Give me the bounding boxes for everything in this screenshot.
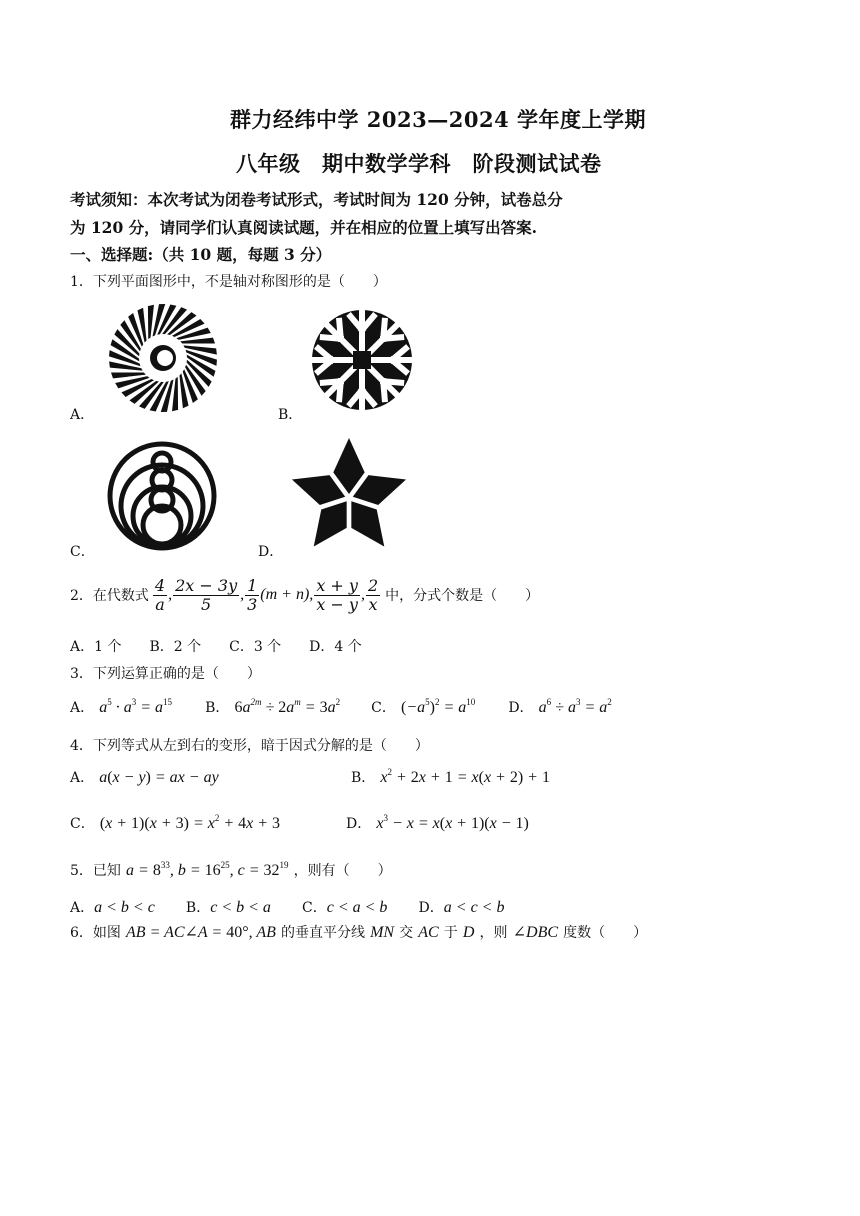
figure-c-nested-circles [104, 440, 220, 552]
exam-title: 八年级 期中数学学科 阶段测试试卷 [236, 151, 602, 176]
star-rhombus [351, 501, 384, 546]
question-5-suffix: ，则有（ ） [293, 863, 392, 879]
q4-option-d-expr: $x^3 - x = x(x + 1)(x - 1)$ [376, 813, 529, 832]
star-rhombus [333, 438, 364, 494]
fraction-2 [173, 577, 239, 614]
section-title: 一、选择题:（共 10 题，每题 3 分） [70, 245, 332, 264]
question-6-given: AB = AC∠A = 40°, AB [126, 924, 276, 941]
q4-label-c: C． [70, 816, 95, 832]
figure-d-rhombus-star [286, 436, 412, 554]
q1-label-c: C． [70, 544, 95, 560]
q4-option-c [70, 813, 280, 833]
q3-label-a: A． [70, 700, 95, 716]
q3-option-b-expr: $6a^{2m} \div 2a^m = 3a^2$ [234, 697, 341, 716]
q5-label-b: B． [185, 900, 211, 916]
point-d: D [462, 924, 475, 941]
q4-option-d [346, 813, 529, 833]
q1-label-d: D． [258, 544, 284, 560]
q4-option-b [351, 767, 550, 787]
q1-label-b: B． [278, 407, 303, 423]
asterisk-branch [383, 381, 385, 399]
figure-b-asterisk [306, 306, 418, 414]
question-6-mid1: 的垂直平分线 [280, 925, 365, 941]
fraction-5 [366, 577, 380, 614]
question-2-options: A．1 个 B．2 个 C．3 个 D．4 个 [70, 639, 362, 655]
q4-option-c-expr: $(x + 1)(x + 3) = x^2 + 4x + 3$ [99, 813, 281, 832]
fraction-4 [314, 577, 360, 614]
question-5-stem [70, 860, 392, 880]
star-rhombus [314, 501, 347, 546]
q5-label-a: A． [70, 900, 95, 916]
fraction-1 [153, 577, 167, 614]
segment-ac: AC [418, 924, 439, 941]
q4-option-a-expr: a(x − y) = ax − ay [99, 769, 219, 786]
q3-option-c-expr: $(-a^5)^2 = a^{10}$ [400, 697, 476, 716]
q5-label-d: D． [418, 900, 444, 916]
q3-label-d: D． [508, 700, 534, 716]
q4-label-a: A． [70, 770, 95, 786]
asterisk-branch [323, 381, 341, 383]
f4-num: x + y [316, 575, 358, 595]
q5-label-c: C． [302, 900, 327, 916]
school-title: 群力经纬中学 2023—2024 学年度上学期 [230, 107, 647, 132]
question-5-prefix: 5．已知 [70, 863, 121, 879]
notice-line-1: 考试须知：本次考试为闭卷考试形式，考试时间为 120 分钟，试卷总分 [70, 190, 563, 209]
f2-den: 5 [201, 594, 212, 614]
q3-option-a-expr: $a^5 \cdot a^3 = a^{15}$ [99, 697, 173, 716]
f3-num: 1 [247, 575, 258, 595]
figure-a-radial-swirl [107, 302, 219, 414]
asterisk-branch [339, 321, 341, 339]
q5-option-a-expr: a < b < c [94, 899, 155, 916]
asterisk-branch [383, 337, 401, 339]
angle-dbc: ∠DBC [512, 924, 559, 941]
question-1-stem: 1．下列平面图形中，不是轴对称图形的是（ ） [70, 274, 387, 290]
f2-num: 2x − 3y [175, 575, 238, 595]
q4-label-d: D． [346, 816, 372, 832]
question-2: 2．在代数式 $\frac{4}{a}$ , $\frac{2x - 3y}{5}$ , $\frac{1}{3}$ (m + n), $\frac{x + y}{x - y}$ , $\frac{2}{x}$ 中，分式个数是（ ） [70, 575, 540, 614]
f4-den: x − y [316, 594, 358, 614]
f3-den: 3 [247, 594, 258, 614]
f3-tail: (m + n), [260, 586, 314, 603]
q5-option-c-expr: c < a < b [326, 899, 388, 916]
question-2-prefix: 2．在代数式 [70, 588, 149, 604]
q5-option-d-expr: a < c < b [443, 899, 505, 916]
question-2-suffix: 中，分式个数是（ ） [385, 588, 540, 604]
fraction-3 [245, 577, 259, 614]
q4-option-a [70, 767, 219, 787]
question-6-prefix: 6．如图 [70, 925, 121, 941]
question-4-stem: 4．下列等式从左到右的变形，暗于因式分解的是（ ） [70, 738, 429, 754]
f5-num: 2 [367, 575, 379, 595]
question-6-stem [70, 922, 647, 942]
question-5-expr: $a = 8^{33}$, $b = 16^{25}$, $c = 32^{19}$ [126, 860, 289, 879]
question-6-mid2: 交 [399, 925, 414, 941]
question-3-stem: 3．下列运算正确的是（ ） [70, 666, 261, 682]
star-rhombus [292, 475, 345, 505]
f1-num: 4 [154, 575, 166, 595]
q4-option-b-expr: $x^2 + 2x + 1 = x(x + 2) + 1$ [380, 767, 550, 786]
q1-label-a: A． [70, 407, 95, 423]
question-5-options [70, 897, 504, 917]
question-6-mid4: ，则 [479, 925, 508, 941]
q3-label-b: B． [205, 700, 230, 716]
line-mn: MN [370, 924, 395, 941]
star-rhombus [353, 475, 406, 505]
q3-option-d-expr: $a^6 \div a^3 = a^2$ [538, 697, 612, 716]
notice-line-2: 为 120 分，请同学们认真阅读试题，并在相应的位置上填写出答案. [70, 218, 538, 237]
f5-den: x [368, 594, 378, 614]
f1-den: a [155, 594, 165, 614]
q3-label-c: C． [371, 700, 396, 716]
question-6-suffix: 度数（ ） [563, 925, 648, 941]
q5-option-b-expr: c < b < a [210, 899, 271, 916]
q4-label-b: B． [351, 770, 376, 786]
question-6-mid3: 于 [443, 925, 458, 941]
question-3-options [70, 697, 612, 717]
